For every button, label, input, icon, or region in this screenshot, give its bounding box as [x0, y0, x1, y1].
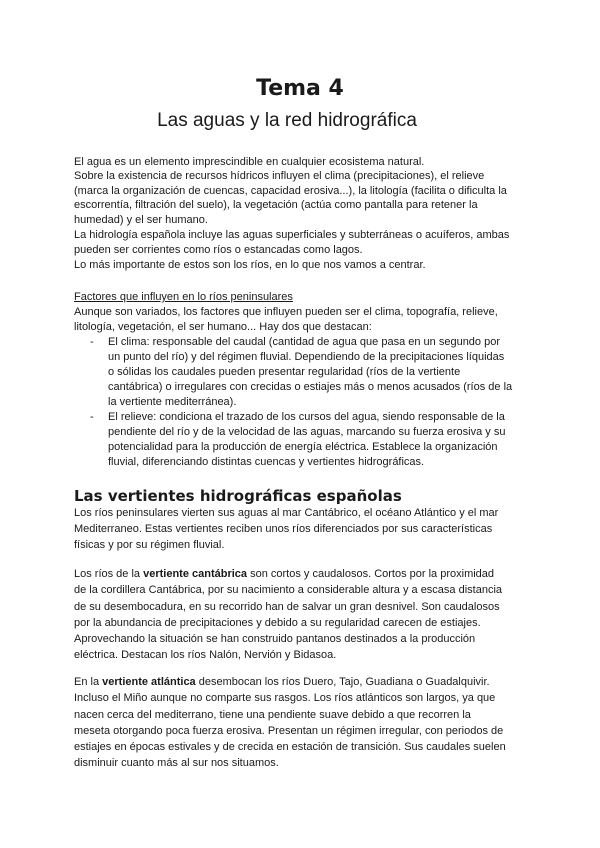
cantabrica-pre: Los ríos de la — [74, 568, 144, 580]
intro-line: (marca la organización de cuencas, capacidad erosiva...), la litología (facilita o dificulta la — [74, 185, 507, 197]
atlantica-line: disminuir cuanto más al sur nos situamos. — [74, 757, 279, 769]
atlantica-line: meseta otorgando poca fuerza erosiva. Presentan un régimen irregular, con periodos de — [74, 725, 504, 737]
atlantica-first-line — [74, 675, 490, 690]
page-title: Tema 4 — [256, 76, 344, 101]
bullet-clima-line: cantábrica) o irregulares con crecidas o estiajes más o menos acusados (ríos de la — [108, 381, 513, 393]
atlantica-pre: En la — [74, 676, 103, 688]
cantabrica-line: por la abundancia de precipitaciones y debido a su regularidad carecen de estiajes. — [74, 617, 481, 629]
atlantica-line: Incluso el Miño aunque no comparte sus rasgos. Los ríos atlánticos son largos, ya que — [74, 692, 496, 704]
vertientes-intro-line: físicas y por su régimen fluvial. — [74, 539, 225, 551]
intro-line: Lo más importante de estos son los ríos, en lo que nos vamos a centrar. — [74, 259, 426, 271]
factores-heading: Factores que influyen en lo ríos peninsulares — [74, 291, 293, 303]
page-subtitle: Las aguas y la red hidrográfica — [157, 110, 417, 131]
bullet-clima-line: o sólidas los caudales pueden presentar regularidad (ríos de la vertiente — [108, 366, 461, 378]
cantabrica-bold: vertiente cantábrica — [143, 568, 248, 580]
bullet-relieve-line: pendiente del río y de la velocidad de las aguas, marcando su fuerza erosiva y su — [108, 426, 506, 438]
atlantica-line: nacen cerca del mediterrano, tiene una pendiente suave debido a que recorren la — [74, 709, 471, 721]
cantabrica-line: de su desembocadura, en su recorrido han de salvar un gran desnivel. Son caudalosos — [74, 601, 500, 613]
factores-intro-line: litología, vegetación, el ser humano... Hay dos que destacan: — [74, 321, 372, 333]
bullet-relieve-line: El relieve: condiciona el trazado de los cursos del agua, siendo responsable de la — [108, 411, 505, 423]
factores-intro-line: Aunque son variados, los factores que influyen pueden ser el clima, topografía, relieve, — [74, 306, 498, 318]
atlantica-post: desembocan los ríos Duero, Tajo, Guadiana o Guadalquivir. — [195, 676, 490, 688]
cantabrica-line: de la cordillera Cantábrica, por su nacimiento a considerable altura y a escasa distancia — [74, 584, 503, 596]
vertientes-intro-line: Los ríos peninsulares vierten sus aguas al mar Cantábrico, el océano Atlántico y el mar — [74, 507, 499, 519]
intro-line: humedad) y el ser humano. — [74, 214, 208, 226]
bullet-marker-clima: - — [90, 336, 94, 348]
bullet-clima-line: un punto del río) y del régimen fluvial. Dependiendo de la precipitaciones líquidas — [108, 351, 505, 363]
atlantica-line: estiajes en épocas estivales y de crecida en estación de transición. Sus caudales suelen — [74, 741, 506, 753]
bullet-clima-line: la vertiente mediterránea). — [108, 396, 237, 408]
intro-line: escorrentía, filtración del suelo), la vegetación (actúa como pantalla para retener la — [74, 199, 478, 211]
bullet-relieve-line: potencialidad para la producción de energía eléctrica. Establece la organización — [108, 441, 498, 453]
bullet-clima-line: El clima: responsable del caudal (cantidad de agua que pasa en un segundo por — [108, 336, 500, 348]
vertientes-intro-line: Mediterraneo. Estas vertientes reciben unos ríos diferenciados por sus características — [74, 523, 493, 535]
cantabrica-line: Aprovechando la situación se han construido pantanos destinados a la producción — [74, 633, 476, 645]
intro-line: La hidrología española incluye las aguas superficiales y subterráneas o acuíferos, ambas — [74, 229, 510, 241]
intro-line: El agua es un elemento imprescindible en cualquier ecosistema natural. — [74, 156, 425, 168]
atlantica-bold: vertiente atlántica — [102, 676, 196, 688]
intro-line: pueden ser corrientes como ríos o estancadas como lagos. — [74, 244, 363, 256]
bullet-relieve-line: fluvial, diferenciando distintas cuencas y vertientes hidrográficas. — [108, 456, 425, 468]
cantabrica-first-line — [74, 567, 494, 582]
cantabrica-post: son cortos y caudalosos. Cortos por la proximidad — [247, 568, 495, 580]
section-heading-vertientes: Las vertientes hidrográficas españolas — [74, 487, 402, 505]
cantabrica-line: eléctrica. Destacan los ríos Nalón, Nervión y Bidasoa. — [74, 649, 337, 661]
bullet-marker-relieve: - — [90, 411, 94, 423]
intro-line: Sobre la existencia de recursos hídricos influyen el clima (precipitaciones), el relieve — [74, 170, 485, 182]
